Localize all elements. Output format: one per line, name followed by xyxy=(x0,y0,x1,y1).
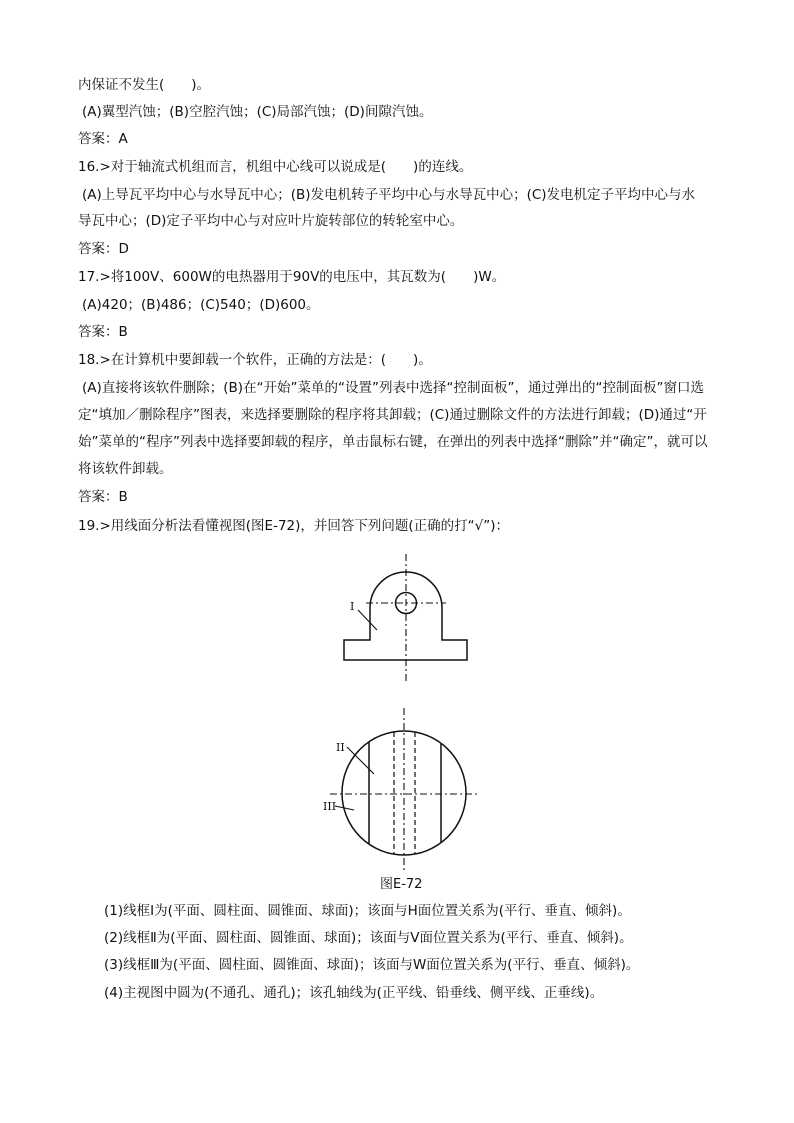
q15-answer: 答案：A xyxy=(78,131,128,147)
frame1-leader xyxy=(358,610,377,630)
figure-e72 xyxy=(314,548,494,878)
q18-answer: 答案：B xyxy=(78,489,128,505)
q15-continuation: 内保证不发生( )。 xyxy=(78,77,211,93)
q19-subquestion-4: (4)主视图中圆为(不通孔、通孔)；该孔轴线为(正平线、铅垂线、侧平线、正垂线)。 xyxy=(104,985,604,1001)
frame1-label: I xyxy=(350,600,355,613)
q16-options-line1: (A)上导瓦平均中心与水导瓦中心；(B)发电机转子平均中心与水导瓦中心；(C)发电机定子平均中心与水 xyxy=(82,187,696,203)
q18-stem: 18.>在计算机中要卸载一个软件，正确的方法是：( )。 xyxy=(78,352,432,368)
frame3-label: III xyxy=(323,800,337,813)
q18-options-line3: 始”菜单的“程序”列表中选择要卸载的程序，单击鼠标右键，在弹出的列表中选择“删除”并“确定”，就可以 xyxy=(78,434,708,450)
q16-answer: 答案：D xyxy=(78,241,129,257)
q16-stem: 16.>对于轴流式机组而言，机组中心线可以说成是( )的连线。 xyxy=(78,159,473,175)
q19-subquestion-3: (3)线框Ⅲ为(平面、圆柱面、圆锥面、球面)；该面与W面位置关系为(平行、垂直、倾斜)。 xyxy=(104,957,640,973)
figure-caption: 图E-72 xyxy=(380,877,423,892)
frame2-label: II xyxy=(336,741,345,754)
q18-options-line1: (A)直接将该软件删除；(B)在“开始”菜单的“设置”列表中选择“控制面板”，通过弹出的“控制面板”窗口选 xyxy=(82,380,705,396)
q15-options: (A)翼型汽蚀；(B)空腔汽蚀；(C)局部汽蚀；(D)间隙汽蚀。 xyxy=(82,104,433,120)
q19-subquestion-1: (1)线框Ⅰ为(平面、圆柱面、圆锥面、球面)；该面与H面位置关系为(平行、垂直、倾斜)。 xyxy=(104,903,631,919)
figure-e72-drawing xyxy=(314,548,494,878)
q19-stem: 19.>用线面分析法看懂视图(图E-72)，并回答下列问题(正确的打“√”)： xyxy=(78,518,510,534)
q18-options-line4: 将该软件卸载。 xyxy=(78,461,173,477)
q16-options-line2: 导瓦中心；(D)定子平均中心与对应叶片旋转部位的转轮室中心。 xyxy=(78,213,464,229)
q17-options: (A)420；(B)486；(C)540；(D)600。 xyxy=(82,297,320,313)
q17-answer: 答案：B xyxy=(78,324,128,340)
q17-stem: 17.>将100V、600W的电热器用于90V的电压中，其瓦数为( )W。 xyxy=(78,269,506,285)
q18-options-line2: 定“填加／删除程序”图表，来选择要删除的程序将其卸载；(C)通过删除文件的方法进行卸载；(D)通过“开 xyxy=(78,407,707,423)
q19-subquestion-2: (2)线框Ⅱ为(平面、圆柱面、圆锥面、球面)；该面与V面位置关系为(平行、垂直、倾斜)。 xyxy=(104,930,633,946)
